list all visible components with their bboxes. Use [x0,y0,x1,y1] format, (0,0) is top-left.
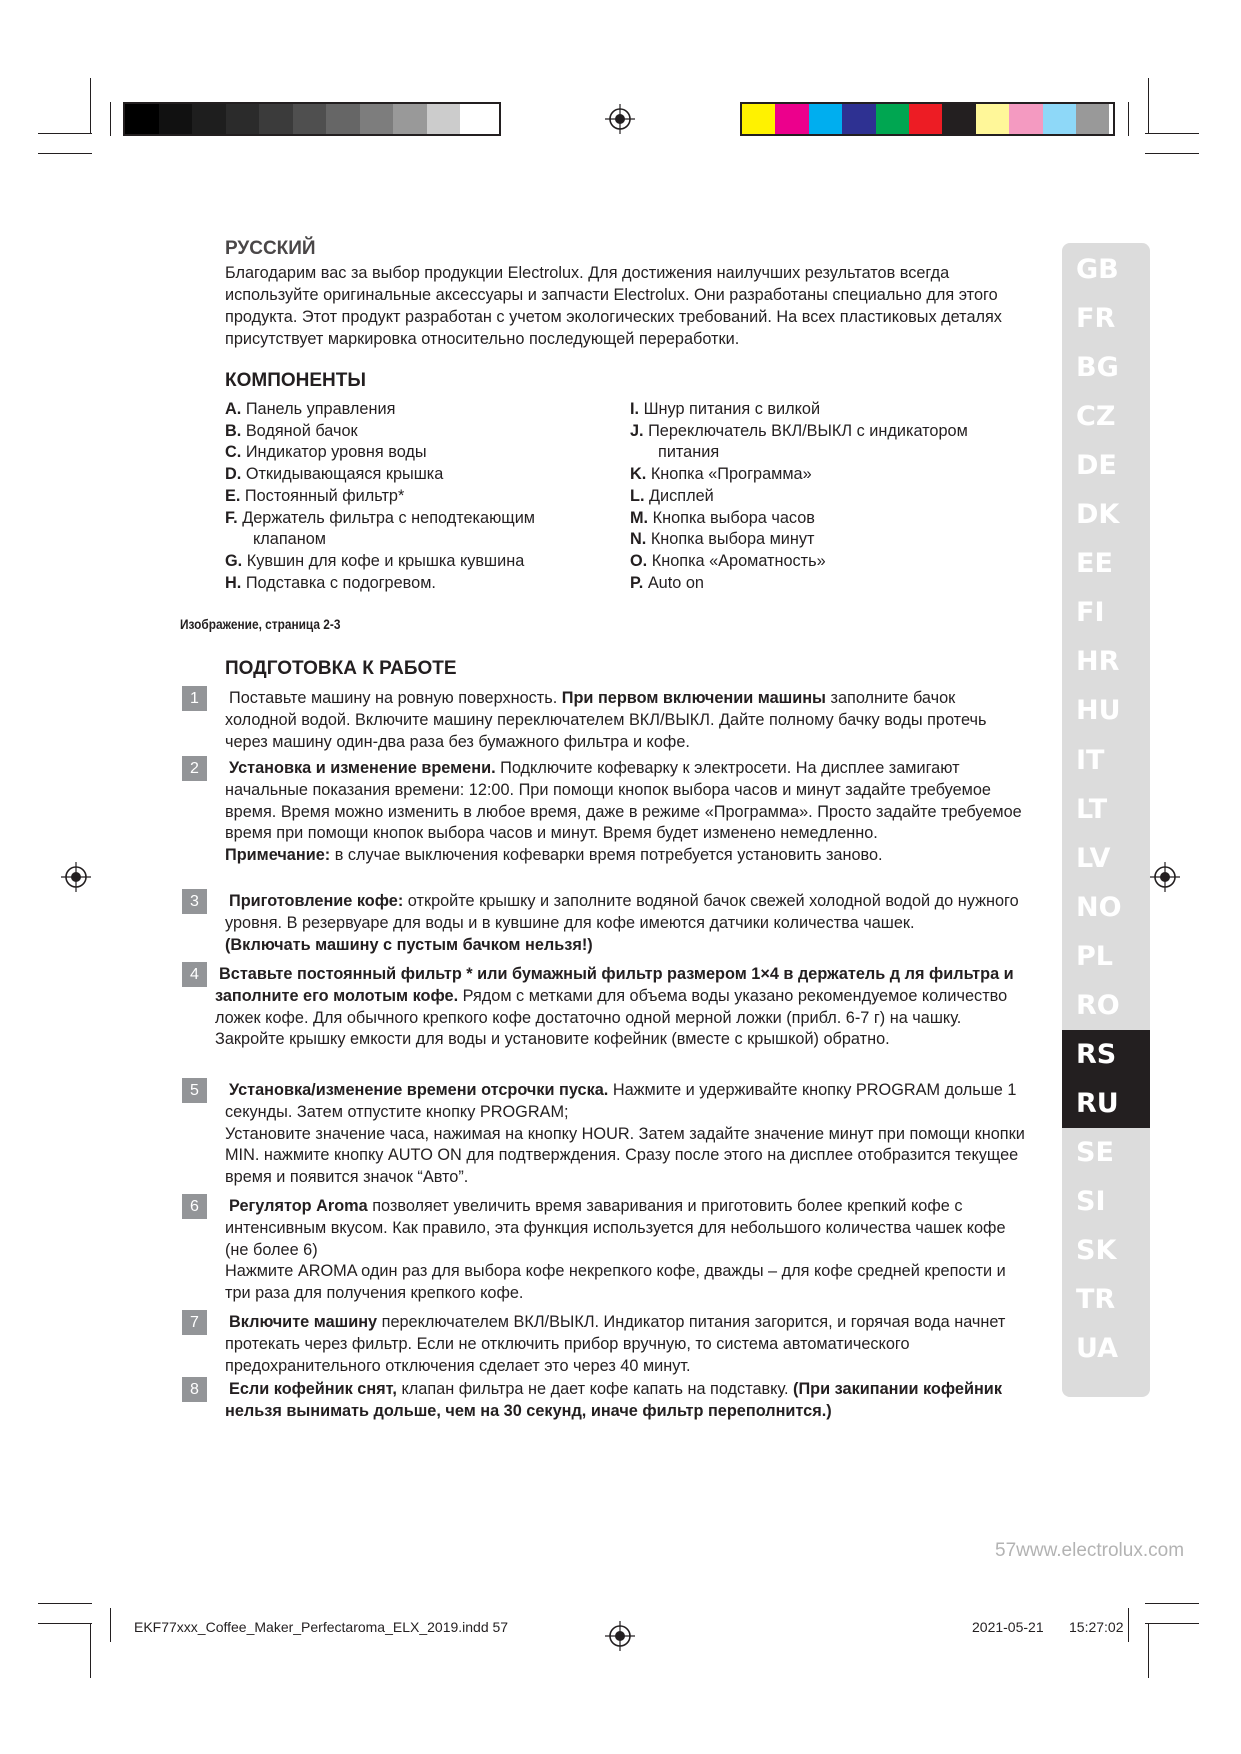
step-body-continued: заполните бачок холодной водой. Включите машину переключателем ВКЛ/ВЫКЛ. Дайте полному бачку воды протечь через машину один-два раза без бумажного фильтра и кофе. [225,689,987,751]
component-label: Держатель фильтра с неподтекающим [242,508,535,527]
step-number-badge: 8 [182,1377,207,1402]
component-label: Индикатор уровня воды [245,443,427,462]
step-bold-note: Примечание: [225,846,331,865]
step-body: клапан фильтра не дает кофе капать на подставку. [396,1380,794,1398]
component-letter: K. [630,465,651,484]
component-label: Подставка с подогревом. [245,573,436,592]
language-tab-hr[interactable]: HR [1076,646,1120,678]
component-item [225,528,326,550]
image-reference-caption: Изображение, страница 2-3 [180,617,341,632]
component-letter: C. [225,443,246,462]
language-tab-ru[interactable]: RU [1062,1079,1150,1128]
intro-paragraph: Благодарим вас за выбор продукции Electrolux. Для достижения наилучших результатов всегда используйте оригинальные аксессуары и запчасти Electrolux. Они разработаны специально для этого продукта. Этот продукт разработан с учетом экологических требований. На всех пластиковых деталях присутствует маркировка относительно последующей переработки. [225,264,1002,348]
swatch [427,104,461,134]
step-bold-lead: Установка/изменение времени отсрочки пуска. [229,1081,609,1099]
component-letter: F. [225,508,243,527]
step-text [215,964,1030,1051]
swatch [460,104,494,134]
language-tab-tr[interactable]: TR [1076,1284,1116,1316]
component-label: Кувшин для кофе и крышка кувшина [246,551,525,570]
component-label: Откидывающаяся крышка [245,465,444,484]
component-letter: N. [630,530,651,549]
step-bold-lead: Установка и изменение времени. [229,759,496,777]
language-tab-fi[interactable]: FI [1076,597,1105,629]
registration-mark-left-icon [61,862,91,892]
component-label: Auto on [647,573,704,592]
component-item [630,398,820,420]
component-item [225,420,358,442]
swatch [942,104,975,134]
component-item [630,441,719,463]
swatch [226,104,260,134]
component-letter: O. [630,551,652,570]
step-body: откройте крышку и заполните водяной бачок свежей холодной водой до нужного уровня. В резервуаре для воды и в кувшине для кофе имеются датчики количества чашек. [225,892,1019,932]
component-item [225,550,524,572]
step-body-continued: Установите значение часа, нажимая на кнопку HOUR. Затем задайте значение минут при помощи кнопки MIN. нажмите кнопку AUTO ON для подтверждения. Сразу после этого на дисплее отобразится текущее время и появится значок “Авто”. [225,1124,1025,1187]
step-text [225,1379,1030,1423]
crop-mark-tr-v2 [1128,102,1129,136]
step-number-badge: 4 [182,962,207,987]
swatch [909,104,942,134]
step-text [225,688,1030,753]
component-label: Панель управления [245,400,396,418]
step-bold-note: (При закипании кофейник нельзя вынимать дольше, чем на 30 секунд, иначе фильтр переполнится.) [225,1380,1002,1420]
component-letter: L. [630,486,649,505]
component-item [225,485,404,507]
component-label: Кнопка выбора часов [652,508,815,527]
step-bold-lead: Включите машину [229,1313,378,1331]
component-letter: D. [225,465,246,484]
crop-mark-br-v [1148,1623,1149,1678]
crop-mark-br-h [1145,1603,1199,1604]
step-number-badge: 3 [182,889,207,914]
swatch [259,104,293,134]
language-tab-cz[interactable]: CZ [1076,401,1116,433]
color-calibration-bar [740,102,1115,136]
step-body: позволяет увеличить время заваривания и приготовить более крепкий кофе с интенсивным вкусом. Как правило, эта функция используется для небольшого количества чашек кофе (не более 6) [225,1197,1006,1259]
component-item [225,398,395,420]
component-label: Кнопка «Программа» [650,465,812,484]
component-label: Переключатель ВКЛ/ВЫКЛ с индикатором [648,421,968,440]
crop-mark-tr-h2 [1145,153,1199,154]
crop-mark-br-h2 [1145,1623,1199,1624]
preparation-title: ПОДГОТОВКА К РАБОТЕ [225,658,457,679]
component-label: питания [658,443,720,462]
crop-mark-bl-v2 [110,1608,111,1642]
language-tab-ee[interactable]: EE [1076,548,1113,580]
step-text [225,1080,1030,1189]
component-item [630,507,815,529]
swatch [976,104,1009,134]
swatch [326,104,360,134]
component-item [630,528,814,550]
swatch [1076,104,1109,134]
language-tab-pl[interactable]: PL [1076,940,1113,972]
language-tab-se[interactable]: SE [1076,1136,1114,1168]
swatch [809,104,842,134]
component-letter: J. [630,421,649,440]
swatch [360,104,394,134]
component-letter: H. [225,573,246,592]
component-letter: M. [630,508,653,527]
slug-file: EKF77xxx_Coffee_Maker_Perfectaroma_ELX_2019.indd 57 [134,1619,509,1635]
components-title: КОМПОНЕНТЫ [225,370,366,391]
step-number-badge: 2 [182,756,207,781]
crop-mark-tl-h2 [38,153,92,154]
swatch [192,104,226,134]
step-text [225,758,1030,867]
crop-mark-br-v2 [1128,1608,1129,1642]
component-item [225,463,443,485]
step-text [225,1312,1030,1377]
language-tab-de[interactable]: DE [1076,450,1117,482]
crop-mark-bl-v [90,1623,91,1678]
component-item [225,441,427,463]
crop-mark-tl-v [90,78,91,133]
swatch [125,104,159,134]
language-tab-si[interactable]: SI [1076,1185,1106,1217]
language-tab-ua[interactable]: UA [1076,1333,1118,1365]
grayscale-calibration-bar [123,102,501,136]
swatch [293,104,327,134]
step-bold-lead: Вставьте постоянный фильтр * или бумажный фильтр размером 1×4 в держатель д ля фильтра и заполните его молотым кофе. [215,965,1014,1005]
step-body-continued: в случае выключения кофеварки время потребуется установить заново. [330,846,883,865]
step-body: Рядом с метками для объема воды указано рекомендуемое количество ложек кофе. Для обычного крепкого кофе достаточно одной мерной ложки (прибл. 6-7 г) на чашку. Закройте крышку емкости для воды и установите кофейник (вместе с крышкой) обратно. [215,986,1008,1049]
language-tab-lt[interactable]: LT [1076,793,1108,825]
step-body: Нажмите и удерживайте кнопку PROGRAM дольше 1 секунды. Затем отпустите кнопку PROGRAM; [225,1081,1017,1121]
swatch [1009,104,1042,134]
language-tab-bg[interactable]: BG [1076,352,1119,384]
registration-mark-right-icon [1150,862,1180,892]
swatch [159,104,193,134]
language-tab-sk[interactable]: SK [1076,1235,1117,1266]
section-title: РУССКИЙ [225,238,316,259]
language-tab-hu[interactable]: HU [1076,695,1121,727]
component-label: Кнопка «Ароматность» [651,551,826,570]
component-letter: P. [630,573,648,592]
step-body-continued: Нажмите AROMA один раз для выбора кофе некрепкого кофе, дважды – для кофе средней крепости и три раза для получения крепкого кофе. [225,1262,1006,1303]
component-letter: E. [225,486,245,505]
language-tab-ro[interactable]: RO [1076,989,1120,1021]
crop-mark-tr-v [1148,78,1149,133]
component-item [630,572,704,594]
component-letter: A. [225,400,246,418]
swatch [393,104,427,134]
swatch [876,104,909,134]
step-number-badge: 6 [182,1194,207,1219]
step-body: Подключите кофеварку к электросети. На дисплее замигают начальные показания времени: 12:00. При помощи кнопок выбора часов и минут задайте требуемое время. Время можно изменить в любое время, даже в режиме «Программа». Просто задайте требуемое время при помощи кнопок выбора часов и минут. Время будет изменено немедленно. [225,759,1022,843]
crop-mark-tl-v2 [110,102,111,136]
swatch [742,104,775,134]
component-item [630,485,714,507]
language-tab-gb[interactable]: GB [1076,254,1119,285]
component-letter: I. [630,400,644,418]
language-tab-lv[interactable]: LV [1076,842,1111,874]
component-label: Шнур питания с вилкой [643,400,821,418]
step-text [225,1196,1030,1305]
component-label: Кнопка выбора минут [650,530,815,549]
component-label: Водяной бачок [245,421,358,440]
crop-mark-tr-h [1145,133,1199,134]
crop-mark-bl-h2 [38,1623,92,1624]
language-tab-no[interactable]: NO [1076,891,1122,923]
crop-mark-bl-h [38,1603,92,1604]
page-number-url: 57www.electrolux.com [995,1540,1185,1561]
step-body: Поставьте машину на ровную поверхность. [229,689,562,707]
step-text [225,891,1030,956]
component-label: Постоянный фильтр* [244,486,405,505]
swatch [775,104,808,134]
step-bold-lead: Регулятор Aroma [229,1197,368,1215]
component-item [630,420,968,442]
component-label: клапаном [253,530,326,549]
step-bold-lead: Приготовление кофе: [229,892,404,910]
language-tab-it[interactable]: IT [1076,744,1105,776]
slug-date: 2021-05-21 [972,1619,1044,1635]
component-letter: B. [225,421,246,440]
component-item [630,463,812,485]
step-number-badge: 7 [182,1310,207,1335]
step-bold-note: (Включать машину с пустым бачком нельзя!) [225,935,593,954]
step-number-badge: 5 [182,1078,207,1103]
language-tab-fr[interactable]: FR [1076,303,1116,335]
language-tab-rs[interactable]: RS [1062,1030,1150,1079]
component-item [225,507,535,529]
component-item [630,550,826,572]
component-label: Дисплей [649,486,714,505]
swatch [1043,104,1076,134]
language-tab-dk[interactable]: DK [1076,499,1120,531]
crop-mark-tl-h [38,133,92,134]
slug-time: 15:27:02 [1069,1619,1124,1635]
registration-mark-bottom-icon [605,1621,635,1651]
swatch [842,104,875,134]
step-number-badge: 1 [182,686,207,711]
component-letter: G. [225,551,247,570]
step-bold-note: При первом включении машины [561,689,826,707]
component-item [225,572,436,594]
registration-mark-top-icon [605,104,635,134]
step-bold-lead: Если кофейник снят, [229,1380,397,1398]
step-body: переключателем ВКЛ/ВЫКЛ. Индикатор питания загорится, и горячая вода начнет протекать через фильтр. Если не отключить прибор вручную, то система автоматического предохранительного отключения сделает это через 40 минут. [225,1313,1006,1375]
